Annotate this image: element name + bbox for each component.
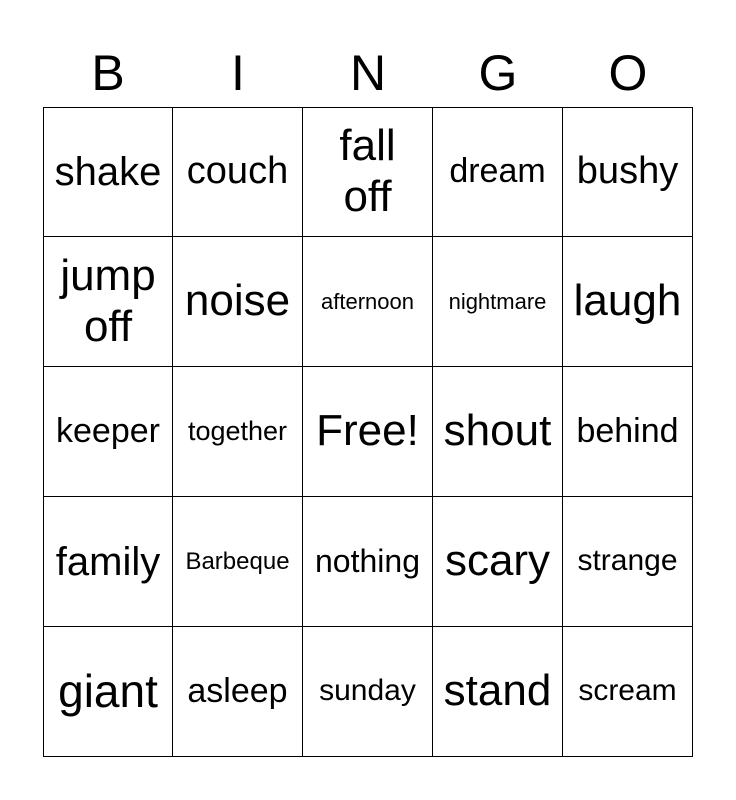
bingo-cell[interactable] <box>563 497 693 627</box>
bingo-cell[interactable] <box>303 367 433 497</box>
bingo-cell[interactable] <box>433 367 563 497</box>
cell-word: laugh <box>573 276 682 326</box>
bingo-cell[interactable] <box>563 107 693 237</box>
bingo-cell[interactable] <box>433 627 563 757</box>
cell-word: scream <box>578 674 677 708</box>
cell-word: nightmare <box>448 288 547 314</box>
bingo-cell[interactable] <box>303 107 433 237</box>
cell-word: afternoon <box>321 288 414 314</box>
header-letter-g: G <box>478 45 518 101</box>
cell-word: asleep <box>187 671 288 710</box>
cell-word: nothing <box>315 543 420 580</box>
header-letter-n: N <box>349 45 387 101</box>
header-letter-o: O <box>608 45 648 101</box>
cell-word: Barbeque <box>185 547 290 575</box>
cell-word: family <box>55 539 161 584</box>
bingo-cell[interactable] <box>303 497 433 627</box>
bingo-board <box>43 107 693 757</box>
bingo-cell[interactable] <box>173 367 303 497</box>
bingo-cell[interactable] <box>303 627 433 757</box>
cell-word: dream <box>449 152 546 191</box>
bingo-cell[interactable] <box>433 237 563 367</box>
cell-word: giant <box>58 665 158 718</box>
header-letter-b: B <box>91 45 125 101</box>
bingo-cell[interactable] <box>433 107 563 237</box>
cell-word: jump off <box>60 250 156 351</box>
cell-word: shake <box>54 150 162 194</box>
bingo-cell[interactable] <box>173 497 303 627</box>
bingo-cell[interactable] <box>43 367 173 497</box>
cell-word: noise <box>184 276 291 326</box>
cell-word: strange <box>577 544 678 578</box>
cell-word: sunday <box>319 674 416 708</box>
header-letter-i: I <box>231 45 245 101</box>
bingo-cell[interactable] <box>563 367 693 497</box>
bingo-cell[interactable] <box>433 497 563 627</box>
bingo-cell[interactable] <box>43 497 173 627</box>
cell-word: shout <box>443 406 552 456</box>
cell-word: stand <box>443 666 552 716</box>
bingo-cell[interactable] <box>563 627 693 757</box>
cell-word: couch <box>186 150 289 193</box>
cell-word: behind <box>576 411 679 450</box>
cell-word: bushy <box>576 150 679 193</box>
bingo-cell[interactable] <box>43 237 173 367</box>
bingo-cell[interactable] <box>303 237 433 367</box>
bingo-header <box>43 40 693 106</box>
cell-word: Free! <box>316 406 419 456</box>
bingo-cell[interactable] <box>173 627 303 757</box>
bingo-cell[interactable] <box>173 107 303 237</box>
bingo-cell[interactable] <box>43 107 173 237</box>
cell-word: keeper <box>56 411 160 450</box>
bingo-cell[interactable] <box>43 627 173 757</box>
cell-word: fall off <box>339 121 396 221</box>
cell-word: together <box>187 415 288 446</box>
bingo-cell[interactable] <box>563 237 693 367</box>
bingo-cell[interactable] <box>173 237 303 367</box>
cell-word: scary <box>444 536 551 586</box>
